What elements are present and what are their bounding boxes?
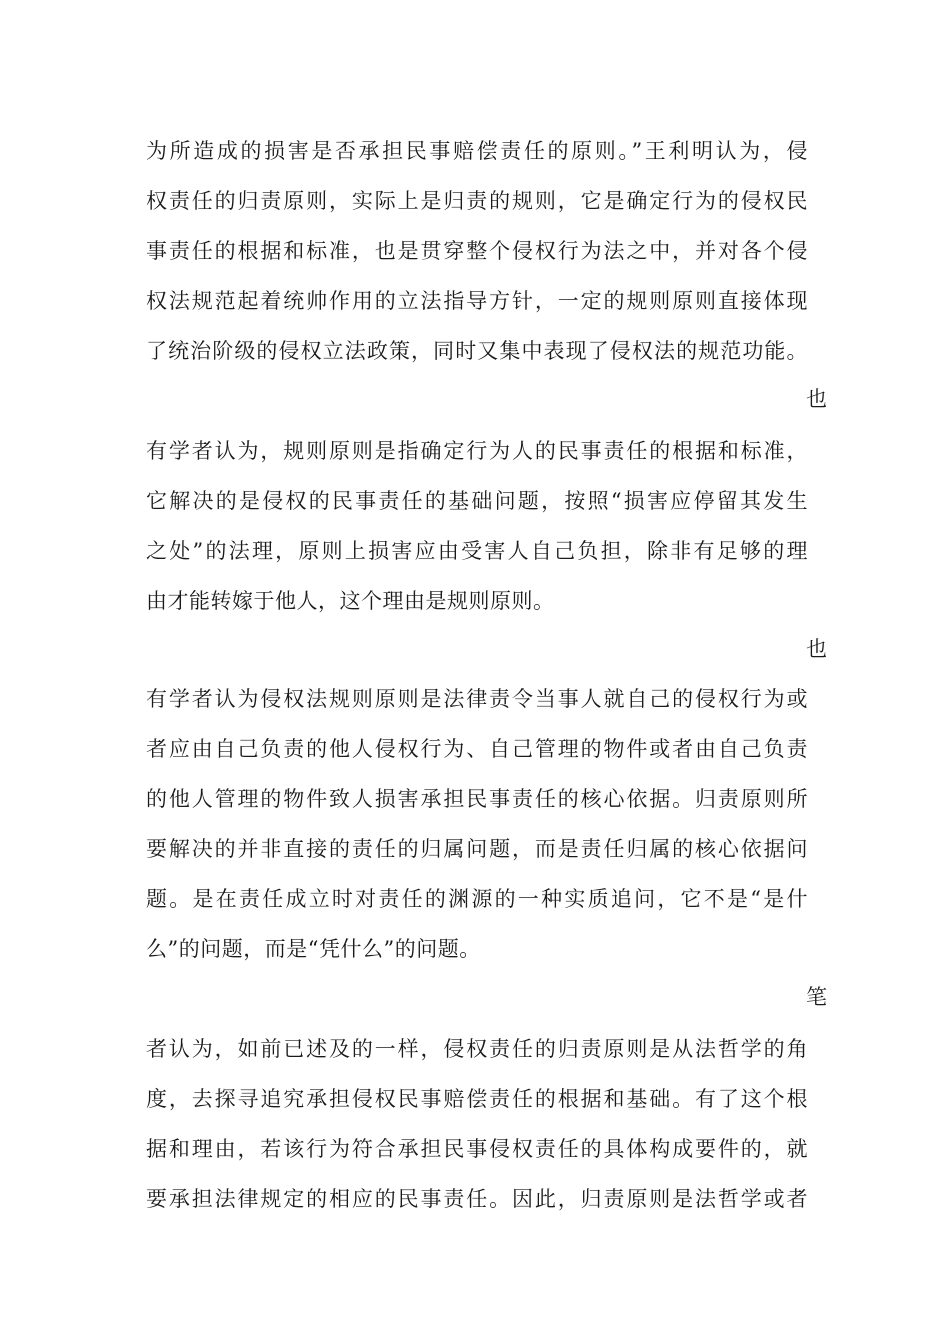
text-line: 要解决的并非直接的责任的归属问题，而是责任归属的核心依据问 <box>146 837 808 861</box>
text-line: 了统治阶级的侵权立法政策，同时又集中表现了侵权法的规范功能。 <box>146 339 808 363</box>
text-line: 么”的问题，而是“凭什么”的问题。 <box>146 937 481 961</box>
text-line: 题。是在责任成立时对责任的渊源的一种实质追问，它不是“是什 <box>146 887 808 911</box>
text-line: 权法规范起着统帅作用的立法指导方针，一定的规则原则直接体现 <box>146 289 808 313</box>
text-line: 据和理由，若该行为符合承担民事侵权责任的具体构成要件的，就 <box>146 1137 808 1161</box>
text-line: 要承担法律规定的相应的民事责任。因此，归责原则是法哲学或者 <box>146 1187 808 1211</box>
text-line: 者应由自己负责的他人侵权行为、自己管理的物件或者由自己负责 <box>146 737 808 761</box>
text-line: 事责任的根据和标准，也是贯穿整个侵权行为法之中，并对各个侵 <box>146 239 808 263</box>
paragraph-lead-char: 笔 <box>806 985 827 1009</box>
paragraph-lead-char: 也 <box>806 387 827 411</box>
text-line: 为所造成的损害是否承担民事赔偿责任的原则。”王利明认为，侵 <box>146 139 808 163</box>
text-line: 由才能转嫁于他人，这个理由是规则原则。 <box>146 589 555 613</box>
text-line: 有学者认为，规则原则是指确定行为人的民事责任的根据和标准， <box>146 439 808 463</box>
text-line: 度，去探寻追究承担侵权民事赔偿责任的根据和基础。有了这个根 <box>146 1087 808 1111</box>
text-line: 者认为，如前已述及的一样，侵权责任的归责原则是从法哲学的角 <box>146 1037 808 1061</box>
paragraph-lead-char: 也 <box>806 637 827 661</box>
text-line: 它解决的是侵权的民事责任的基础问题，按照“损害应停留其发生 <box>146 489 808 513</box>
text-line: 权责任的归责原则，实际上是归责的规则，它是确定行为的侵权民 <box>146 189 808 213</box>
text-line: 的他人管理的物件致人损害承担民事责任的核心依据。归责原则所 <box>146 787 808 811</box>
text-line: 有学者认为侵权法规则原则是法律责令当事人就自己的侵权行为或 <box>146 687 808 711</box>
text-line: 之处”的法理，原则上损害应由受害人自己负担，除非有足够的理 <box>146 539 808 563</box>
